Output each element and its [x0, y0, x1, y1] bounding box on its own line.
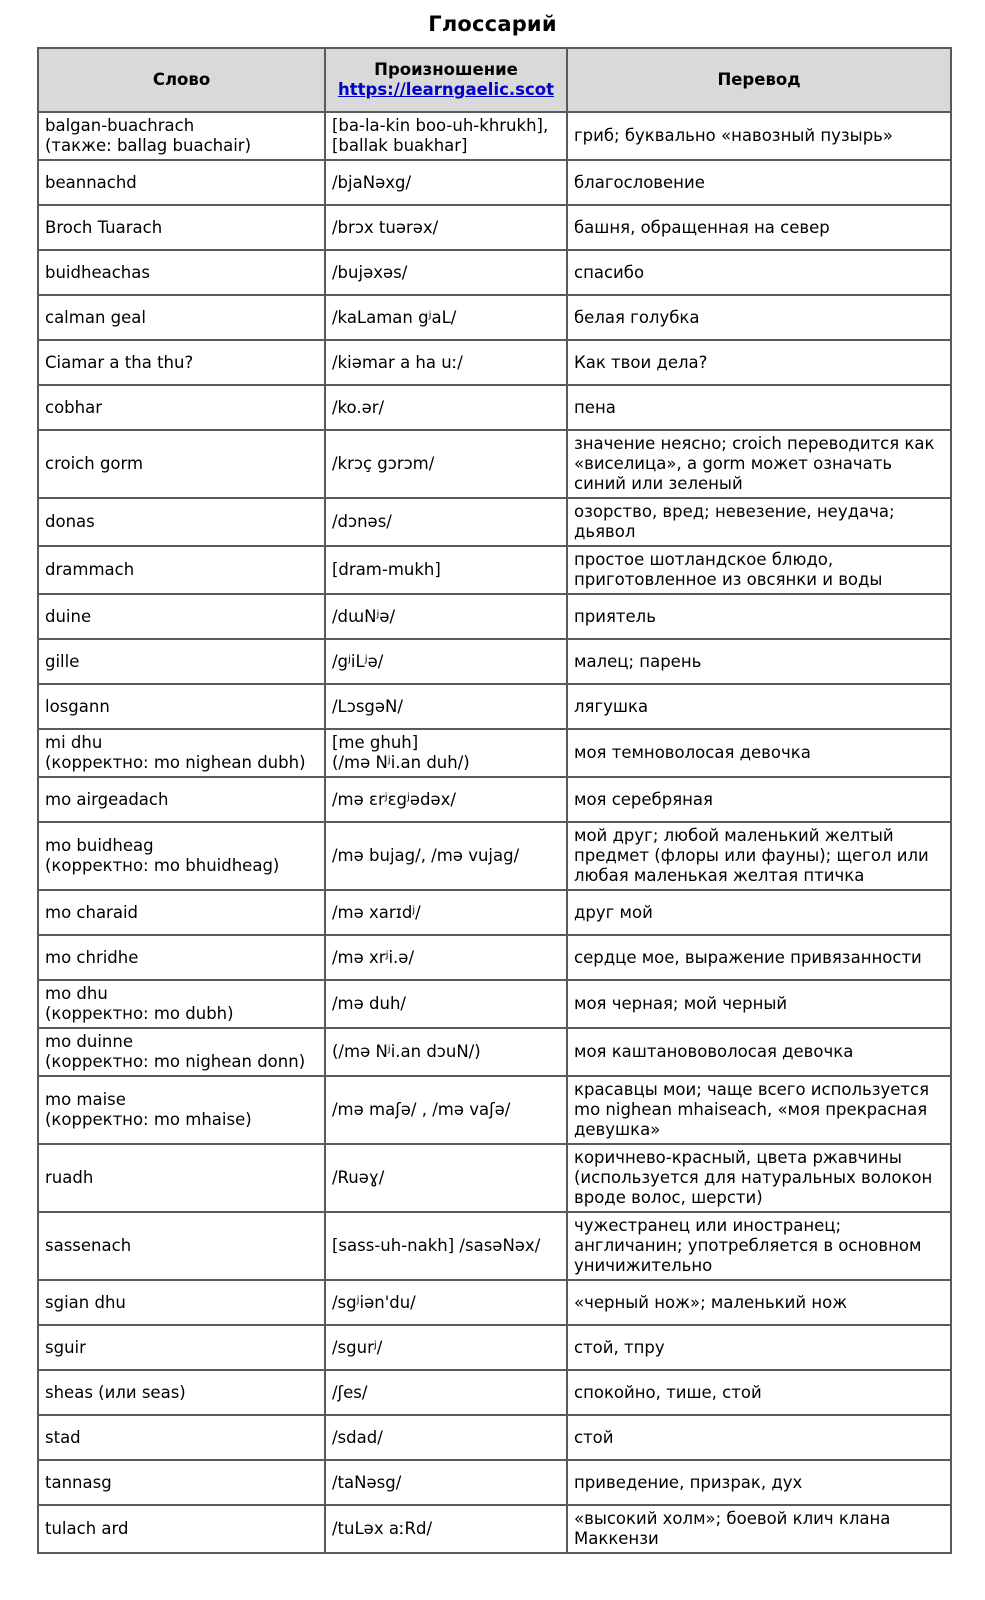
table-row	[38, 1460, 951, 1505]
pronunciation-cell: /kiəmar a ha uː/	[325, 340, 567, 385]
table-row	[38, 1212, 951, 1280]
table-row	[38, 639, 951, 684]
translation-cell: малец; парень	[567, 639, 951, 684]
pronunciation-cell: /brɔx tuərəx/	[325, 205, 567, 250]
translation-cell: «высокий холм»; боевой клич клана Маккензи	[567, 1505, 951, 1553]
translation-cell: белая голубка	[567, 295, 951, 340]
table-row	[38, 430, 951, 498]
word-cell: gille	[38, 639, 325, 684]
pronunciation-cell: /mə duh/	[325, 980, 567, 1028]
pronunciation-cell: /kaLaman gʲaL/	[325, 295, 567, 340]
word-cell: sgian dhu	[38, 1280, 325, 1325]
pronunciation-cell: /mə maʃə/ , /mə vaʃə/	[325, 1076, 567, 1144]
page-title: Глоссарий	[428, 12, 557, 36]
glossary-table	[37, 47, 952, 1554]
word-cell: Broch Tuarach	[38, 205, 325, 250]
table-row	[38, 890, 951, 935]
pronunciation-cell: /tuLəx aːRd/	[325, 1505, 567, 1553]
header-pronunciation-label: Произношение	[374, 60, 518, 79]
translation-cell: пена	[567, 385, 951, 430]
table-row	[38, 777, 951, 822]
translation-cell: благословение	[567, 160, 951, 205]
table-row	[38, 250, 951, 295]
pronunciation-cell: /ʃes/	[325, 1370, 567, 1415]
pronunciation-cell: /mə ɛrʲɛgʲədəx/	[325, 777, 567, 822]
pronunciation-cell: /dɯNʲə/	[325, 594, 567, 639]
pronunciation-cell: /ko.ər/	[325, 385, 567, 430]
pronunciation-cell: /gʲiLʲə/	[325, 639, 567, 684]
translation-cell: башня, обращенная на север	[567, 205, 951, 250]
pronunciation-cell: /mə bujag/, /mə vujag/	[325, 822, 567, 890]
pronunciation-cell: [me ghuh] (/mə Nʲi.an duh/)	[325, 729, 567, 777]
pronunciation-cell: (/mə Nʲi.an dɔuN/)	[325, 1028, 567, 1076]
word-cell: beannachd	[38, 160, 325, 205]
pronunciation-cell: /krɔç gɔrɔm/	[325, 430, 567, 498]
table-row	[38, 112, 951, 160]
pronunciation-cell: /mə xrʲi.ə/	[325, 935, 567, 980]
word-cell: calman geal	[38, 295, 325, 340]
translation-cell: приведение, призрак, дух	[567, 1460, 951, 1505]
header-translation: Перевод	[567, 48, 951, 112]
translation-cell: «черный нож»; маленький нож	[567, 1280, 951, 1325]
table-row	[38, 1280, 951, 1325]
pronunciation-cell: [ba-la-kin boo-uh-khrukh], [ballak buakhar]	[325, 112, 567, 160]
word-cell: mi dhu (корректно: mo nighean dubh)	[38, 729, 325, 777]
table-row	[38, 729, 951, 777]
translation-cell: коричнево-красный, цвета ржавчины (используется для натуральных волокон вроде волос, шерсти)	[567, 1144, 951, 1212]
table-row	[38, 935, 951, 980]
word-cell: donas	[38, 498, 325, 546]
translation-cell: стой, тпру	[567, 1325, 951, 1370]
pronunciation-cell: /taNəsg/	[325, 1460, 567, 1505]
pronunciation-cell: /sdad/	[325, 1415, 567, 1460]
glossary-body	[38, 112, 951, 1553]
word-cell: duine	[38, 594, 325, 639]
table-row	[38, 1144, 951, 1212]
word-cell: balgan-buachrach (также: ballag buachair)	[38, 112, 325, 160]
translation-cell: чужестранец или иностранец; англичанин; употребляется в основном уничижительно	[567, 1212, 951, 1280]
word-cell: stad	[38, 1415, 325, 1460]
translation-cell: гриб; буквально «навозный пузырь»	[567, 112, 951, 160]
word-cell: sheas (или seas)	[38, 1370, 325, 1415]
pronunciation-cell: /bujəxəs/	[325, 250, 567, 295]
word-cell: mo airgeadach	[38, 777, 325, 822]
pronunciation-cell: /dɔnəs/	[325, 498, 567, 546]
translation-cell: моя каштанововолосая девочка	[567, 1028, 951, 1076]
word-cell: mo duinne (корректно: mo nighean donn)	[38, 1028, 325, 1076]
word-cell: cobhar	[38, 385, 325, 430]
word-cell: ruadh	[38, 1144, 325, 1212]
table-header-row	[38, 48, 951, 112]
table-row	[38, 594, 951, 639]
translation-cell: сердце мое, выражение привязанности	[567, 935, 951, 980]
table-row	[38, 385, 951, 430]
header-word: Слово	[38, 48, 325, 112]
table-row	[38, 684, 951, 729]
table-row	[38, 295, 951, 340]
table-row	[38, 980, 951, 1028]
word-cell: sassenach	[38, 1212, 325, 1280]
translation-cell: спасибо	[567, 250, 951, 295]
word-cell: losgann	[38, 684, 325, 729]
translation-cell: озорство, вред; невезение, неудача; дьявол	[567, 498, 951, 546]
header-pronunciation	[325, 48, 567, 112]
pronunciation-cell: /Ruəɣ/	[325, 1144, 567, 1212]
table-row	[38, 1415, 951, 1460]
translation-cell: красавцы мои; чаще всего используется mo nighean mhaiseach, «моя прекрасная девушка»	[567, 1076, 951, 1144]
pronunciation-cell: /mə xarɪdʲ/	[325, 890, 567, 935]
translation-cell: моя темноволосая девочка	[567, 729, 951, 777]
pronunciation-cell: /bjaNəxg/	[325, 160, 567, 205]
word-cell: mo chridhe	[38, 935, 325, 980]
pronunciation-cell: /LɔsgəN/	[325, 684, 567, 729]
word-cell: Ciamar a tha thu?	[38, 340, 325, 385]
word-cell: buidheachas	[38, 250, 325, 295]
translation-cell: моя серебряная	[567, 777, 951, 822]
translation-cell: моя черная; мой черный	[567, 980, 951, 1028]
translation-cell: значение неясно; croich переводится как «виселица», а gorm может означать синий или зеленый	[567, 430, 951, 498]
pronunciation-cell: /sgurʲ/	[325, 1325, 567, 1370]
table-row	[38, 160, 951, 205]
word-cell: tulach ard	[38, 1505, 325, 1553]
table-row	[38, 498, 951, 546]
table-row	[38, 546, 951, 594]
word-cell: sguir	[38, 1325, 325, 1370]
pronunciation-cell: [dram-mukh]	[325, 546, 567, 594]
translation-cell: лягушка	[567, 684, 951, 729]
word-cell: croich gorm	[38, 430, 325, 498]
word-cell: drammach	[38, 546, 325, 594]
table-row	[38, 1370, 951, 1415]
table-row	[38, 822, 951, 890]
table-row	[38, 1076, 951, 1144]
word-cell: mo maise (корректно: mo mhaise)	[38, 1076, 325, 1144]
translation-cell: стой	[567, 1415, 951, 1460]
word-cell: mo charaid	[38, 890, 325, 935]
translation-cell: друг мой	[567, 890, 951, 935]
word-cell: mo buidheag (корректно: mo bhuidheag)	[38, 822, 325, 890]
learngaelic-link[interactable]: https://learngaelic.scot	[338, 80, 554, 99]
pronunciation-cell: [sass-uh-nakh] /sasəNəx/	[325, 1212, 567, 1280]
translation-cell: спокойно, тише, стой	[567, 1370, 951, 1415]
table-row	[38, 205, 951, 250]
word-cell: mo dhu (корректно: mo dubh)	[38, 980, 325, 1028]
translation-cell: мой друг; любой маленький желтый предмет (флоры или фауны); щегол или любая маленькая желтая птичка	[567, 822, 951, 890]
pronunciation-cell: /sgʲiən'du/	[325, 1280, 567, 1325]
translation-cell: простое шотландское блюдо, приготовленное из овсянки и воды	[567, 546, 951, 594]
table-row	[38, 1028, 951, 1076]
translation-cell: Как твои дела?	[567, 340, 951, 385]
table-row	[38, 1325, 951, 1370]
translation-cell: приятель	[567, 594, 951, 639]
table-row	[38, 1505, 951, 1553]
table-row	[38, 340, 951, 385]
word-cell: tannasg	[38, 1460, 325, 1505]
